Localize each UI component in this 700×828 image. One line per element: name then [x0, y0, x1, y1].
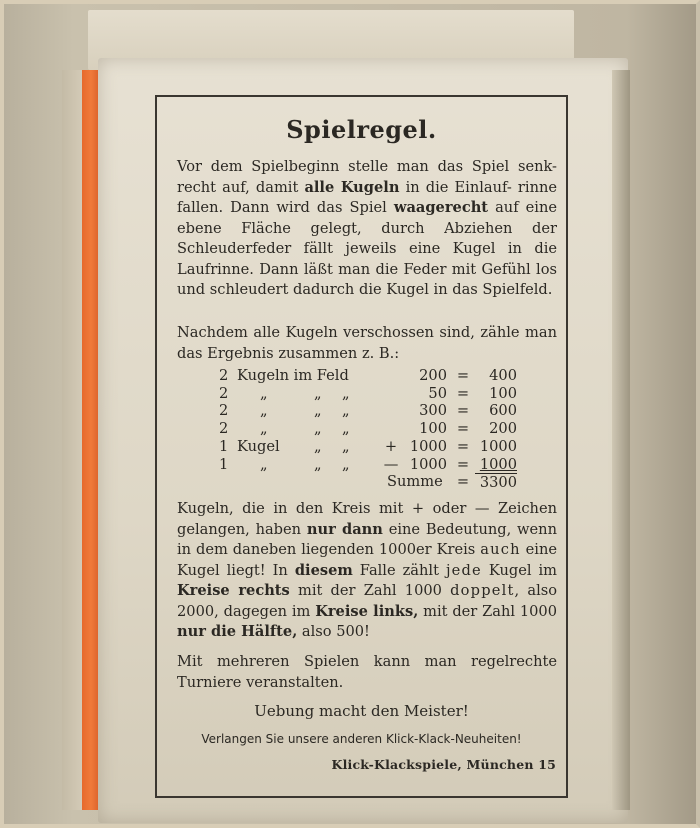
rules-panel: [155, 95, 568, 798]
explain-bold-4: Kreise links,: [315, 602, 419, 620]
ditto-mark: „: [260, 455, 268, 473]
advert-line: Verlangen Sie unsere anderen Klick-Klack-Neuheiten!: [201, 732, 522, 746]
row-points: 100: [419, 420, 447, 438]
row-equals: =: [456, 437, 470, 455]
explain-text-4: Falle zählt: [352, 561, 446, 579]
tournament-paragraph: Mit mehreren Spielen kann man regelrechte Turniere veranstalten.: [177, 653, 557, 691]
box-right-edge: [612, 70, 630, 810]
ditto-mark: „: [342, 455, 350, 473]
row-total: 100: [489, 384, 517, 402]
scoring-row: [157, 438, 570, 456]
explain-text-7: , also 2000, dagegen im: [177, 582, 558, 620]
row-points: 1000: [409, 455, 447, 473]
row-equals: =: [456, 402, 470, 420]
sum-value: 3300: [475, 473, 517, 491]
row-equals: =: [456, 455, 470, 473]
scoring-row: [157, 402, 570, 420]
scoring-sum-row: [157, 473, 570, 491]
ditto-mark: „: [314, 437, 322, 455]
intro-paragraph: [177, 157, 557, 301]
row-equals: =: [456, 384, 470, 402]
ditto-mark: „: [314, 455, 322, 473]
row-total: 400: [489, 367, 517, 384]
row-sign: +: [384, 437, 398, 455]
ditto-mark: „: [314, 402, 322, 420]
explain-bold-5: nur die Hälfte,: [177, 623, 298, 640]
ditto-mark: „: [260, 420, 268, 438]
explain-text-1: Kugeln, die in den Kreis mit + oder — Zeichen gelangen, haben: [177, 500, 557, 538]
row-equals: =: [456, 420, 470, 438]
ditto-mark: „: [260, 402, 268, 420]
row-points: 50: [428, 384, 447, 402]
scoring-row: [157, 385, 570, 403]
explain-text-8: mit der Zahl 1000: [418, 602, 557, 620]
ditto-mark: „: [314, 384, 322, 402]
explain-text-9: also 500!: [297, 623, 370, 640]
ditto-mark: „: [314, 420, 322, 438]
row-total: 200: [489, 420, 517, 438]
row-count: 1: [219, 437, 229, 455]
scoring-row: [157, 367, 570, 385]
sum-equals: =: [456, 473, 470, 490]
motto: Uebung macht den Meister!: [254, 702, 469, 720]
explain-text-6: mit der Zahl 1000: [289, 582, 451, 599]
row-points: 1000: [409, 437, 447, 455]
row-sign: —: [383, 455, 399, 473]
explain-text-3: eine Kugel liegt! In: [177, 541, 557, 579]
ditto-mark: „: [260, 384, 268, 402]
row-total: 1000: [479, 455, 517, 473]
explain-bold-2: diesem: [294, 561, 353, 579]
row-count: 2: [219, 420, 229, 438]
row-label: Kugeln im Feld: [237, 367, 349, 384]
row-count: 1: [219, 455, 229, 473]
intro-text-3: auf eine ebene Fläche gelegt, durch Abziehen der Schleuderfeder fällt jeweils eine Kugel in die Laufrinne. Dann läßt man die Feder mit Gefühl los und schleudert dadurch die Kugel in das Spielfeld.: [177, 199, 557, 298]
row-count: 2: [219, 402, 229, 420]
row-total: 1000: [479, 437, 517, 455]
example-intro: Nachdem alle Kugeln verschossen sind, zähle man das Ergebnis zusammen z. B.:: [177, 324, 557, 362]
rules-title: Spielregel.: [286, 115, 437, 144]
row-total: 600: [489, 402, 517, 420]
intro-text-1: Vor dem Spielbeginn stelle man das Spiel senk- recht auf, damit: [177, 158, 557, 196]
intro-bold-1: alle Kugeln: [304, 178, 400, 196]
scoring-row: [157, 456, 570, 474]
row-label: Kugel: [237, 437, 280, 455]
explain-text-2: eine Bedeutung, wenn in dem daneben liegenden 1000er Kreis: [177, 520, 557, 558]
row-count: 2: [219, 384, 229, 402]
row-points: 200: [419, 367, 447, 384]
ditto-mark: „: [342, 402, 350, 420]
scoring-row: [157, 420, 570, 438]
ditto-mark: „: [342, 437, 350, 455]
manufacturer-line: Klick-Klackspiele, München 15: [331, 757, 556, 772]
explain-text-5: Kugel im: [481, 561, 558, 579]
explain-spaced-1: auch: [480, 541, 521, 558]
explain-spaced-3: doppelt: [450, 582, 515, 599]
explain-bold-3: Kreise rechts: [177, 582, 290, 599]
ditto-mark: „: [342, 384, 350, 402]
intro-text-2: in die Einlauf- rinne fallen. Dann wird das Spiel: [177, 178, 558, 216]
explain-bold-1: nur dann: [306, 520, 383, 538]
row-count: 2: [219, 367, 229, 384]
intro-bold-2: waagerecht: [393, 199, 489, 216]
explain-paragraph: [177, 499, 557, 643]
explain-spaced-2: jede: [445, 561, 482, 579]
sum-label: Summe: [387, 473, 443, 490]
ditto-mark: „: [342, 420, 350, 438]
row-equals: =: [456, 367, 470, 384]
row-points: 300: [419, 402, 447, 420]
